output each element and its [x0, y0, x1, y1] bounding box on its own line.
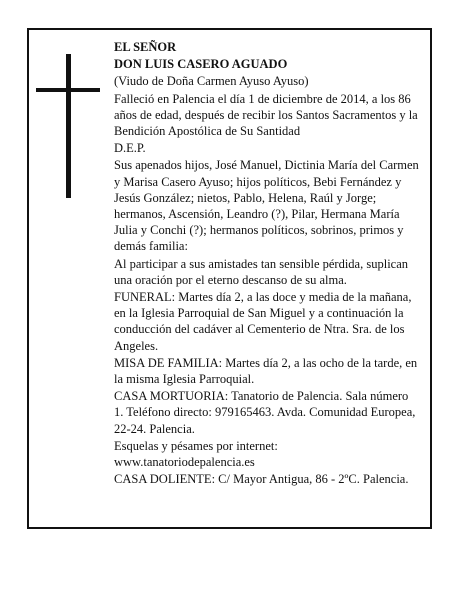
internet-label: Esquelas y pésames por internet: [114, 438, 278, 453]
cross-icon [36, 54, 100, 198]
widower-note: (Viudo de Doña Carmen Ayuso Ayuso) [114, 74, 309, 89]
family-list: Sus apenados hijos, José Manuel, Dictinia María del Carmen y Marisa Casero Ayuso; hijos políticos, Bebi Fernández y Jesús González; nietos, Pablo, Helena, Raúl y Jorge; hermanos, Ascensión, Leandro (?), Pilar, Hermana María Julia y Conchi (?); hermanos políticos, sobrinos, primos y demás familia: [114, 158, 419, 254]
mortuary-info: CASA MORTUORIA: Tanatorio de Palencia. Sala número 1. Teléfono directo: 979165463. Avda. Comunidad Europea, 22-24. Palencia. [114, 389, 416, 436]
deceased-name: DON LUIS CASERO AGUADO [114, 57, 288, 72]
dep: D.E.P. [114, 141, 146, 156]
family-mass-info: MISA DE FAMILIA: Martes día 2, a las ocho de la tarde, en la misma Iglesia Parroquial. [114, 355, 418, 387]
mourning-home-info: CASA DOLIENTE: C/ Mayor Antigua, 86 - 2ºC. Palencia. [114, 472, 409, 487]
cross-vertical-bar [66, 54, 71, 198]
title-line-1: EL SEÑOR [114, 40, 177, 54]
internet-url: www.tanatoriodepalencia.es [114, 455, 255, 470]
obituary-text [114, 39, 420, 488]
death-announcement: Falleció en Palencia el día 1 de diciembre de 2014, a los 86 años de edad, después de recibir los Santos Sacramentos y la Bendición Apostólica de Su Santidad [114, 91, 418, 139]
prayer-request: Al participar a sus amistades tan sensible pérdida, suplican una oración por el eterno descanso de su alma. [114, 256, 409, 287]
funeral-info: FUNERAL: Martes día 2, a las doce y media de la mañana, en la Iglesia Parroquial de San Miguel y a continuación la conducción del cadáver al Cementerio de Ntra. Sra. de los Angeles. [114, 290, 412, 353]
cross-horizontal-bar [36, 88, 100, 92]
